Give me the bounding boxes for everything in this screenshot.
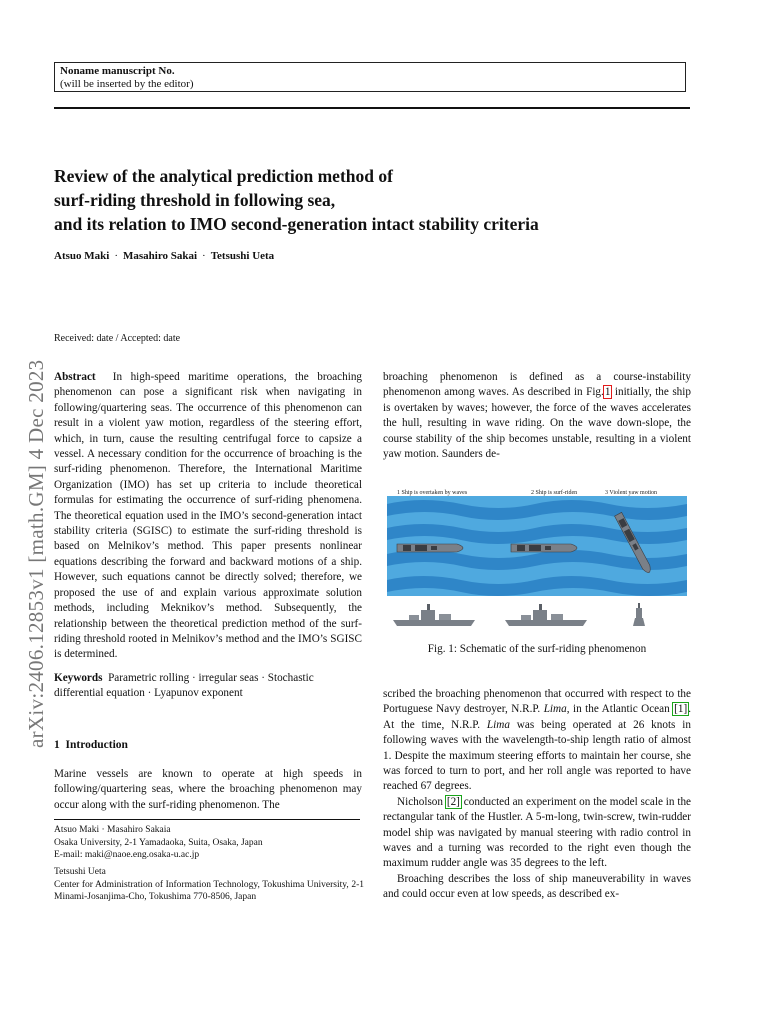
author-2: Masahiro Sakai <box>122 250 198 262</box>
text-run: broaching phenomenon is defined as a course-instability phenomenon among waves. As described in Fig. <box>383 371 691 399</box>
author-3: Tetsushi Ueta <box>210 250 275 262</box>
figure-1-caption: Fig. 1: Schematic of the surf-riding phenomenon <box>427 643 647 655</box>
right-paragraph-2 <box>383 687 691 795</box>
figure-label-1: 1 Ship is overtaken by waves <box>397 490 468 496</box>
introduction-text <box>54 767 362 813</box>
text-run: conducted an experiment on the model scale in the rectangular tank of the Hustler. A 5-m-long, twin-screw, twin-rudder model ship was navigated by manual steering with radio control in waves and a turning was recorded to the right even though the maximum rudder angle was 35 degrees to the left. <box>383 795 691 870</box>
intro-paragraph: Marine vessels are known to operate at high speeds in following/quartering seas, where the broaching phenomenon may occur along with the surf-riding phenomenon. The <box>54 768 362 811</box>
text-run: was being operated at 26 knots in following waves with the wavelength-to-ship length ratio of almost 1. Despite the maximum steering efforts to maintain her course, she was forced to turn to port, and her roll angle was reported to have reached 67 degrees. <box>383 718 691 793</box>
affiliation-1-address: Osaka University, 2-1 Yamadaoka, Suita, Osaka, Japan <box>54 837 263 848</box>
ship-name: Lima <box>486 718 510 731</box>
text-run: Nicholson <box>397 795 446 808</box>
citation-1-link[interactable]: [1] <box>674 703 688 716</box>
title-line-1: Review of the analytical prediction method of <box>54 166 393 186</box>
text-run: scribed the broaching phenomenon that occurred with respect to the Portuguese Navy destroyer, N.R.P. <box>383 688 691 716</box>
abstract <box>54 370 362 663</box>
right-paragraph-4: Broaching describes the loss of ship maneuverability in waves and could occur even at low speeds, as described ex- <box>383 872 691 901</box>
affiliation-1-email: E-mail: maki@naoe.eng.osaka-u.ac.jp <box>54 850 200 860</box>
abstract-text: In high-speed maritime operations, the broaching phenomenon can pose a significant risk when navigating in following/quartering seas. The occurrence of this phenomenon can result in a violent yaw motion, regardless of the steering effort, which, in turn, cause the resulting centrifugal force to capsize a vessel. A necessary condition for the occurrence of broaching is the surf-riding phenomenon. Therefore, the International Maritime Organization (IMO) has set up criteria to include theoretical formulas for estimating the occurrence of surf-riding phenomena. The theoretical equation used in the IMO’s second-generation intact stability criteria (SGISC) to estimate the surf-riding threshold is based on Melnikov’s method. This paper presents nonlinear equations describing the forward and backward motions of a ship. However, such equations cannot be directly solved; therefore, we proposed the use of and explain various approximate solution methods, including Meknikov’s method. Subsequently, the relationship between the theoretical prediction method of the surf-riding threshold rooted in Melnikov’s method and the IMO’s SGISC is determined. <box>54 371 363 661</box>
section-heading <box>54 739 128 751</box>
author-separator: · <box>202 250 206 262</box>
header-rule <box>54 107 690 109</box>
figure-1 <box>383 484 691 632</box>
figure-1-link[interactable]: 1 <box>604 386 611 399</box>
author-1: Atsuo Maki <box>54 250 110 262</box>
manuscript-number: Noname manuscript No. <box>60 65 175 77</box>
citation-2-link[interactable]: [2] <box>446 795 460 808</box>
keywords-text: Parametric rolling · irregular seas · Stochastic differential equation · Lyapunov exponent <box>54 671 314 700</box>
keywords-label: Keywords <box>54 671 103 684</box>
affiliation-2-address: Center for Administration of Information Technology, Tokushima University, 2-1 Minami-Josanjima-Cho, Tokushima 770-8506, Japan <box>54 879 364 902</box>
abstract-column <box>54 370 362 702</box>
manuscript-box <box>54 62 686 92</box>
right-column-bottom <box>383 687 691 903</box>
received-date: Received: date / Accepted: date <box>54 333 181 344</box>
affiliation-2-name: Tetsushi Ueta <box>54 867 106 877</box>
right-column-top <box>383 370 691 462</box>
affiliation-1-names: Atsuo Maki · Masahiro Sakaia <box>54 825 171 835</box>
text-run: , in the Atlantic Ocean <box>566 703 674 716</box>
author-separator: · <box>114 250 118 262</box>
affiliation-1 <box>54 824 364 862</box>
text-run: initially, the ship is overtaken by waves; however, the force of the waves accelerates the hull, resulting in wave riding. On the wave down-slope, the course stability of the ship becomes unstable, resulting in a violent yaw motion. Saunders de- <box>383 386 691 461</box>
editor-note: (will be inserted by the editor) <box>60 78 194 90</box>
section-title: Introduction <box>65 739 128 751</box>
ship-top-view-2 <box>511 544 577 552</box>
section-number: 1 <box>54 739 60 751</box>
author-list <box>54 250 274 262</box>
figure-label-2: 2 Ship is surf-riden <box>531 490 578 496</box>
footnote-rule <box>54 819 360 820</box>
affiliation-2 <box>54 866 364 904</box>
text-run: . At the time, N.R.P. <box>383 703 692 731</box>
right-paragraph-3 <box>383 795 691 872</box>
title-line-2: surf-riding threshold in following sea, <box>54 190 336 210</box>
right-paragraph-1 <box>383 370 691 462</box>
arxiv-stamp: arXiv:2406.12853v1 [math.GM] 4 Dec 2023 <box>24 359 48 748</box>
figure-label-3: 3 Violent yaw motion <box>605 490 658 496</box>
paper-title <box>54 164 694 236</box>
surf-riding-schematic <box>383 484 691 632</box>
ship-name: Lima <box>543 703 567 716</box>
title-line-3: and its relation to IMO second-generation intact stability criteria <box>54 214 539 234</box>
abstract-label: Abstract <box>54 371 96 383</box>
ship-top-view-1 <box>397 544 463 552</box>
keywords <box>54 671 362 702</box>
